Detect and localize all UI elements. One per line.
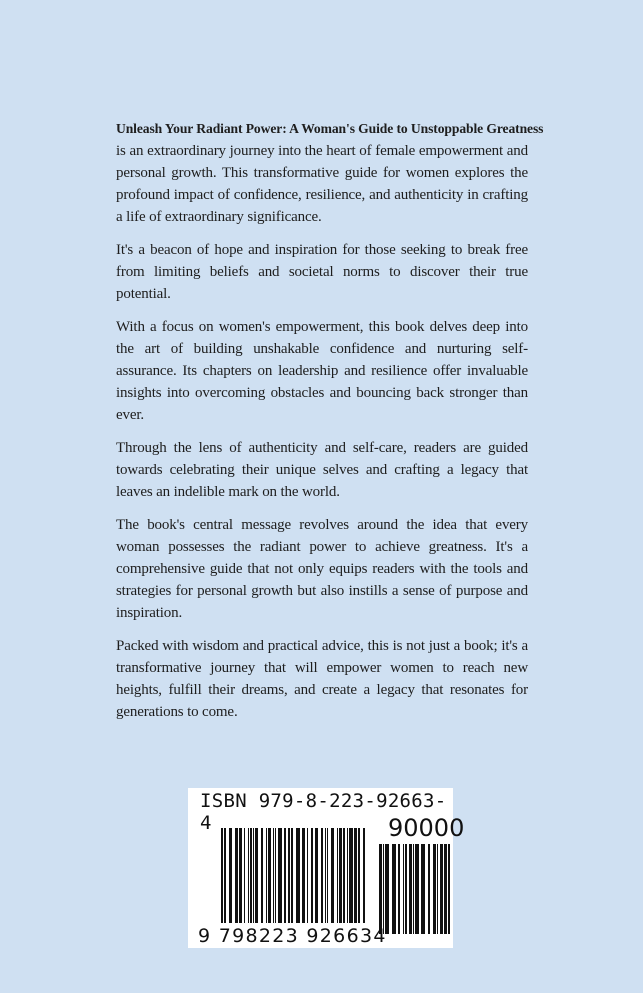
addon-bar — [385, 844, 389, 934]
addon-bar — [392, 844, 396, 934]
addon-bar — [428, 844, 430, 934]
addon-bar — [421, 844, 425, 934]
addon-bar — [448, 844, 450, 934]
barcode-bar — [327, 828, 328, 923]
barcode-bar — [296, 828, 300, 923]
addon-bar — [413, 844, 414, 934]
back-cover-blurb — [116, 118, 544, 734]
blurb-paragraph-6: Packed with wisdom and practical advice, this is not just a book; it's a transformative journey that will empower women to reach new heights, fulfill their dreams, and create a legacy that resonates for generations to come. — [116, 638, 528, 720]
barcode-bar — [349, 828, 353, 923]
barcode-bar — [347, 828, 348, 923]
addon-bar — [440, 844, 443, 934]
isbn-label: ISBN 979-8-223-92663-4 — [200, 790, 447, 834]
addon-bar — [415, 844, 419, 934]
barcode-bar — [363, 828, 365, 923]
barcode-bar — [321, 828, 323, 923]
barcode-bar — [311, 828, 313, 923]
barcode-bar — [261, 828, 263, 923]
addon-bar — [444, 844, 447, 934]
barcode-bar — [331, 828, 334, 923]
addon-bar — [398, 844, 400, 934]
blurb-paragraph-2: It's a beacon of hope and inspiration for those seeking to break free from limiting beliefs and societal norms to discover their true potential. — [116, 242, 528, 302]
barcode-bar — [278, 828, 282, 923]
blurb-paragraph-3: With a focus on women's empowerment, this book delves deep into the art of building unshakable confidence and nurturing self-assurance. Its chapters on leadership and resilience offer invaluable insights into overcoming obstacles and bouncing back stronger than ever. — [116, 319, 528, 423]
addon-bar — [379, 844, 382, 934]
barcode-bar — [307, 828, 308, 923]
barcode-bar — [354, 828, 357, 923]
barcode-bar — [268, 828, 271, 923]
ean-digits: 9 798223 926634 — [198, 925, 387, 947]
barcode-bar — [229, 828, 232, 923]
isbn-barcode — [188, 788, 465, 948]
barcode-bar — [337, 828, 338, 923]
addon-bar — [433, 844, 436, 934]
barcode-bar — [244, 828, 245, 923]
barcode-bar — [266, 828, 267, 923]
barcode-bar — [221, 828, 223, 923]
barcode-bar — [255, 828, 258, 923]
addon-bar — [383, 844, 384, 934]
barcode-bar — [343, 828, 345, 923]
barcode-bar — [339, 828, 342, 923]
barcode-bar — [358, 828, 360, 923]
barcode-bar — [250, 828, 252, 923]
barcode-bar — [288, 828, 290, 923]
barcode-bar — [273, 828, 274, 923]
addon-bar — [437, 844, 438, 934]
barcode-bar — [302, 828, 305, 923]
addon-bar — [403, 844, 404, 934]
blurb-paragraph-1: Unleash Your Radiant Power: A Woman's Guide to Unstoppable Greatness is an extraordinary journey into the heart of female empowerment and personal growth. This transformative guide for women explores the profound impact of confidence, resilience, and authenticity in crafting a life of extraordinary significance. — [116, 118, 528, 228]
barcode-bar — [235, 828, 238, 923]
addon-bar — [405, 844, 407, 934]
addon-bar — [409, 844, 412, 934]
price-code: 90000 — [388, 814, 465, 842]
barcode-bar — [253, 828, 254, 923]
barcode-bar — [248, 828, 249, 923]
blurb-paragraph-5: The book's central message revolves around the idea that every woman possesses the radiant power to achieve greatness. It's a comprehensive guide that not only equips readers with the tools and strategies for personal growth but also instills a sense of purpose and inspiration. — [116, 517, 528, 621]
barcode-bar — [224, 828, 226, 923]
barcode-bar — [325, 828, 326, 923]
barcode-bar — [284, 828, 286, 923]
barcode-bar — [239, 828, 242, 923]
barcode-bar — [315, 828, 318, 923]
barcode-bar — [275, 828, 276, 923]
blurb-paragraph-4: Through the lens of authenticity and self-care, readers are guided towards celebrating their unique selves and crafting a legacy that leaves an indelible mark on the world. — [116, 440, 528, 500]
book-title: Unleash Your Radiant Power: A Woman's Guide to Unstoppable Greatness — [116, 121, 544, 136]
barcode-bar — [291, 828, 293, 923]
